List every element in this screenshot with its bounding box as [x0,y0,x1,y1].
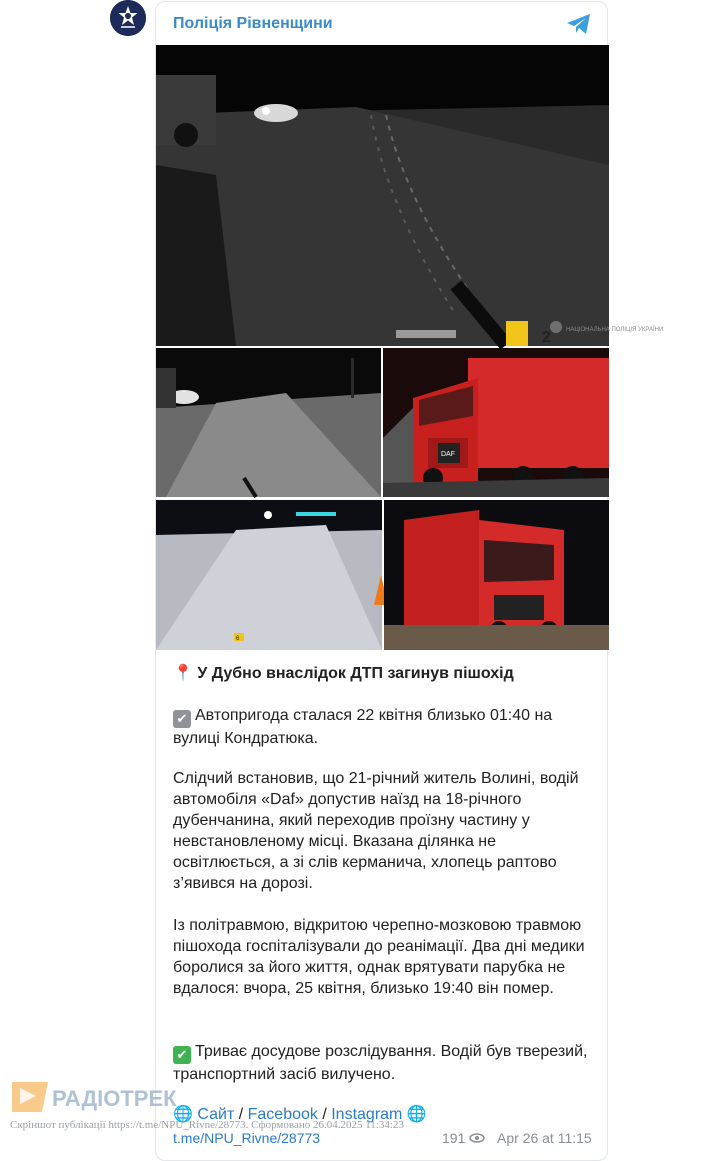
evidence-marker-2: 2 [542,329,551,346]
photo-road-night[interactable] [156,45,664,346]
post-paragraph-4 [173,1041,593,1085]
channel-avatar[interactable] [110,0,146,36]
eye-icon [469,1133,485,1143]
photo-road-distance[interactable] [156,348,381,497]
paragraph-1-text: Автопригода сталася 22 квітня близько 01:40 на вулиці Кондратюка. [173,707,553,747]
post-paragraph-2: Слідчий встановив, що 21-річний житель Волині, водій автомобіля «Daf» допустив наїзд на 18-річного дубенчанина, який переходив проїзну частину у невстановленому місці. Вказана ділянка не освітлюється, а зі слів керманича, хлопець раптово з’явився на дорозі. [173,770,579,892]
post-link-text[interactable]: t.me/NPU_Rivne/28773 [173,1130,321,1146]
photo-truck-side[interactable] [384,500,609,650]
facebook-link[interactable]: Facebook [247,1106,318,1123]
check-mark-icon: ✔ [173,1046,191,1064]
post-card [155,1,664,1161]
headline-text: У Дубно внаслідок ДТП загинув пішохід [197,665,514,682]
globe-icon: 🌐 [173,1106,193,1123]
post-headline [173,663,593,684]
paragraph-4-text: Триває досудове розслідування. Водій був тверезий, транспортний засіб вилучено. [173,1043,588,1083]
radiotrek-logo-text: РАДІОТРЕК [52,1086,177,1111]
post-permalink[interactable] [173,1130,320,1146]
link-separator: / [234,1106,248,1123]
photo-truck-front[interactable] [383,348,609,497]
photo-road-cone[interactable] [156,500,382,650]
screenshot-note: Скріншот публікації https://t.me/NPU_Rivne/28773. Сформовано 26.04.2025 11:34:23 [10,1119,404,1131]
globe-icon: 🌐 [406,1106,427,1123]
photo-watermark: НАЦІОНАЛЬНА ПОЛІЦІЯ УКРАЇНИ [566,327,664,333]
post-paragraph-3: Із політравмою, відкритою черепно-мозковою травмою пішохода госпіталізували до реанімації. Два дні медики боролися за його життя, однак врятувати парубка не вдалося: вчора, 25 квітня, близько 19:40 він помер. [173,917,585,997]
post-date[interactable]: Apr 26 at 11:15 [497,1130,592,1146]
truck-brand: DAF [441,451,455,458]
evidence-marker-6: 6 [236,636,240,642]
pin-icon: 📍 [173,665,193,682]
post-paragraph-1 [173,705,593,749]
post-views [442,1130,485,1146]
check-box-icon: ✔ [173,710,191,728]
radiotrek-logo [12,1080,177,1114]
instagram-link[interactable]: Instagram [331,1106,403,1123]
telegram-icon[interactable] [566,12,592,36]
channel-name[interactable]: Поліція Рівненщини [173,15,333,32]
police-badge-icon [110,0,146,36]
site-link[interactable]: Сайт [197,1106,235,1123]
views-count: 191 [442,1130,466,1146]
link-separator: / [317,1106,332,1123]
